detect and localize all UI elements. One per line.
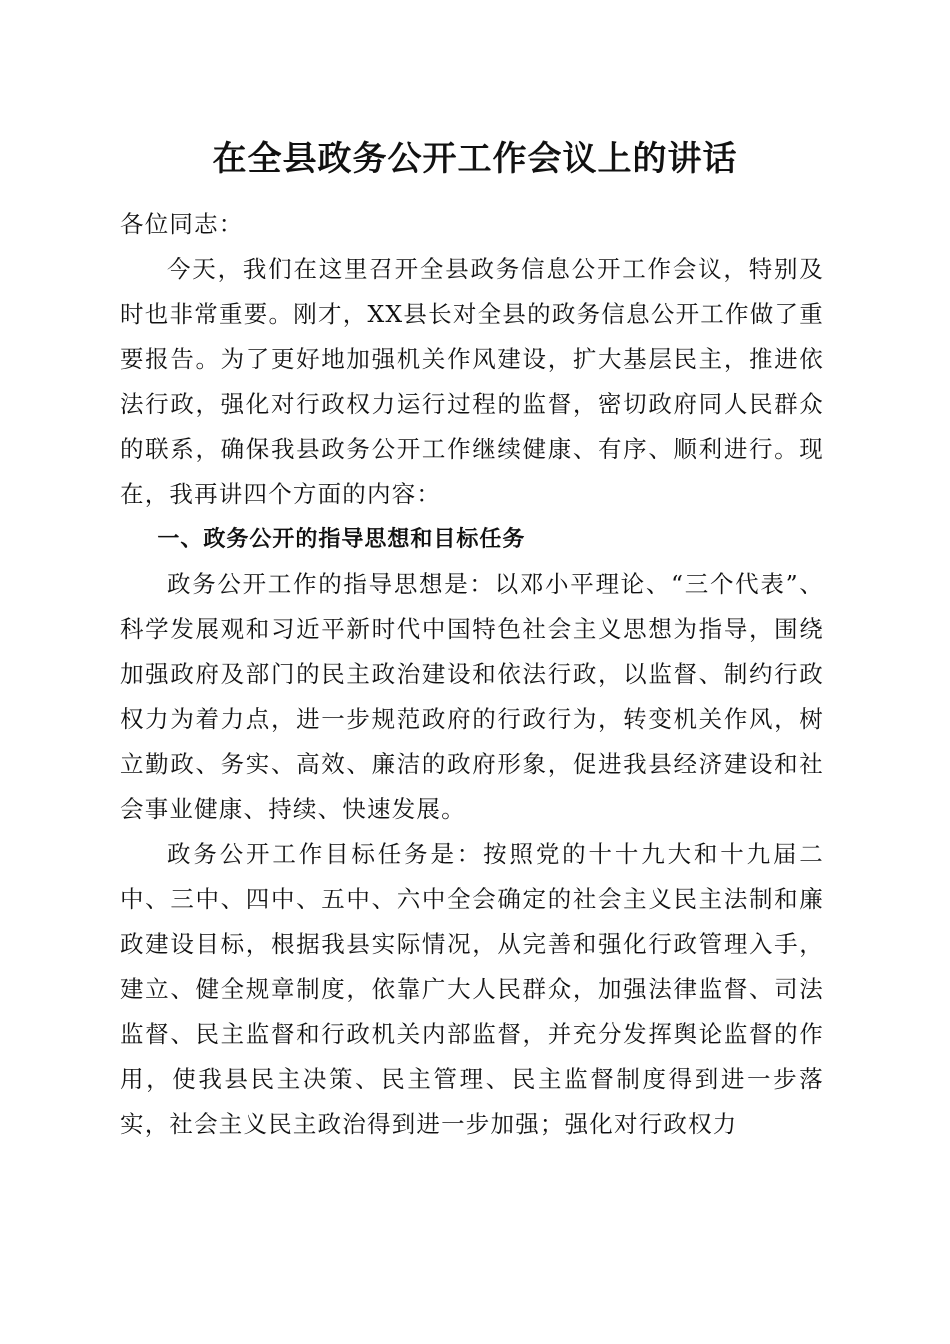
document-body (120, 202, 824, 1147)
opening-paragraph: 今天，我们在这里召开全县政务信息公开工作会议，特别及时也非常重要。刚才，XX县长对全县的政务信息公开工作做了重要报告。为了更好地加强机关作风建设，扩大基层民主，推进依法行政，强化对行政权力运行过程的监督，密切政府同人民群众的联系，确保我县政务公开工作继续健康、有序、顺利进行。现在，我再讲四个方面的内容： (120, 255, 824, 508)
guiding-ideology-paragraph: 政务公开工作的指导思想是：以邓小平理论、“三个代表”、科学发展观和习近平新时代中国特色社会主义思想为指导，围绕加强政府及部门的民主政治建设和依法行政，以监督、制约行政权力为着力点，进一步规范政府的行政行为，转变机关作风，树立勤政、务实、高效、廉洁的政府形象，促进我县经济建设和社会事业健康、持续、快速发展。 (120, 570, 824, 823)
goals-paragraph: 政务公开工作目标任务是：按照党的十十九大和十九届二中、三中、四中、五中、六中全会确定的社会主义民主法制和廉政建设目标，根据我县实际情况，从完善和强化行政管理入手，建立、健全规章制度，依靠广大人民群众，加强法律监督、司法监督、民主监督和行政机关内部监督，并充分发挥舆论监督的作用，使我县民主决策、民主管理、民主监督制度得到进一步落实，社会主义民主政治得到进一步加强；强化对行政权力 (120, 840, 824, 1138)
salutation: 各位同志： (120, 210, 244, 238)
document-title: 在全县政务公开工作会议上的讲话 (212, 139, 738, 179)
section-heading: 一、政务公开的指导思想和目标任务 (157, 527, 526, 552)
